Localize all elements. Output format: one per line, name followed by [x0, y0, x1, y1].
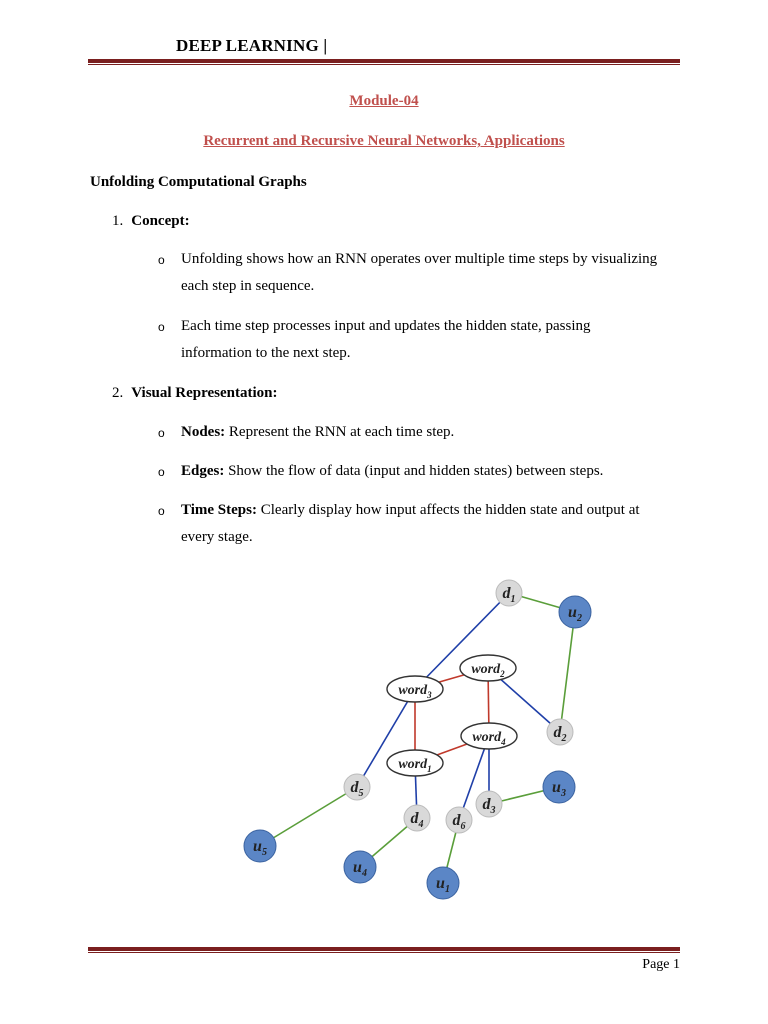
section-heading: Unfolding Computational Graphs [90, 174, 307, 190]
bullet-rest: Represent the RNN at each time step. [225, 424, 455, 440]
bullet-text [181, 458, 658, 485]
node-label: $d_1$ [502, 585, 516, 605]
bullet-bold-term: Time Steps: [181, 502, 257, 518]
node-d5 [344, 774, 370, 800]
node-label: word$_3$ [398, 683, 432, 700]
bullet-rest: Clearly display how input affects the hidden state and output at every stage. [181, 502, 640, 545]
node-label: $d_2$ [553, 724, 567, 744]
header-title: DEEP LEARNING | [176, 36, 328, 55]
node-d4 [404, 805, 430, 831]
node-label: $d_6$ [452, 812, 466, 832]
node-label: word$_2$ [471, 662, 505, 679]
numbered-item-concept [112, 213, 190, 230]
item-label: Visual Representation: [131, 385, 278, 401]
node-label: $d_3$ [482, 796, 496, 816]
footer-rule [88, 947, 680, 953]
bullet-mark: o [158, 253, 165, 267]
node-label: $u_4$ [353, 859, 367, 879]
bullet-item [158, 313, 658, 367]
node-label: $d_4$ [410, 810, 424, 830]
bullet-mark: o [158, 320, 165, 334]
node-d1 [496, 580, 522, 606]
node-d2 [547, 719, 573, 745]
bullet-text: Each time step processes input and updates the hidden state, passing information to the next step. [181, 318, 591, 361]
edge-u2-d2 [560, 612, 575, 732]
bullet-item [158, 497, 658, 551]
node-word4 [461, 723, 517, 749]
node-label: $u_5$ [253, 838, 267, 858]
bullet-text [181, 419, 658, 446]
node-u1 [427, 867, 459, 899]
bullet-mark: o [158, 504, 165, 518]
item-number: 1. [112, 213, 124, 229]
node-label: $u_3$ [552, 779, 566, 799]
bullet-item [158, 246, 658, 300]
bullet-bold-term: Edges: [181, 463, 225, 479]
node-label: word$_1$ [398, 757, 432, 774]
node-d3 [476, 791, 502, 817]
bullet-mark: o [158, 426, 165, 440]
bullet-item [158, 458, 658, 485]
edge-d5-u5 [260, 787, 357, 846]
header-rule [88, 59, 680, 65]
recursive-network-diagram [230, 565, 610, 905]
bullet-rest: Show the flow of data (input and hidden states) between steps. [224, 463, 604, 479]
bullet-bold-term: Nodes: [181, 424, 226, 440]
node-label: $u_2$ [568, 604, 582, 624]
node-u4 [344, 851, 376, 883]
node-word3 [387, 676, 443, 702]
bullet-text [181, 497, 658, 551]
numbered-item-visual-representation [112, 385, 278, 402]
node-word2 [460, 655, 516, 681]
bullet-mark: o [158, 465, 165, 479]
module-subtitle: Recurrent and Recursive Neural Networks, Applications [203, 133, 565, 149]
bullet-item [158, 419, 658, 446]
node-u2 [559, 596, 591, 628]
node-u3 [543, 771, 575, 803]
item-label: Concept: [131, 213, 190, 229]
node-label: $u_1$ [436, 875, 450, 895]
bullet-text: Unfolding shows how an RNN operates over multiple time steps by visualizing each step in sequence. [181, 251, 658, 294]
page-number: Page 1 [642, 957, 680, 972]
node-label: word$_4$ [472, 730, 506, 747]
node-d6 [446, 807, 472, 833]
node-label: $d_5$ [350, 779, 364, 799]
node-word1 [387, 750, 443, 776]
module-title: Module-04 [349, 93, 419, 109]
item-number: 2. [112, 385, 124, 401]
node-u5 [244, 830, 276, 862]
